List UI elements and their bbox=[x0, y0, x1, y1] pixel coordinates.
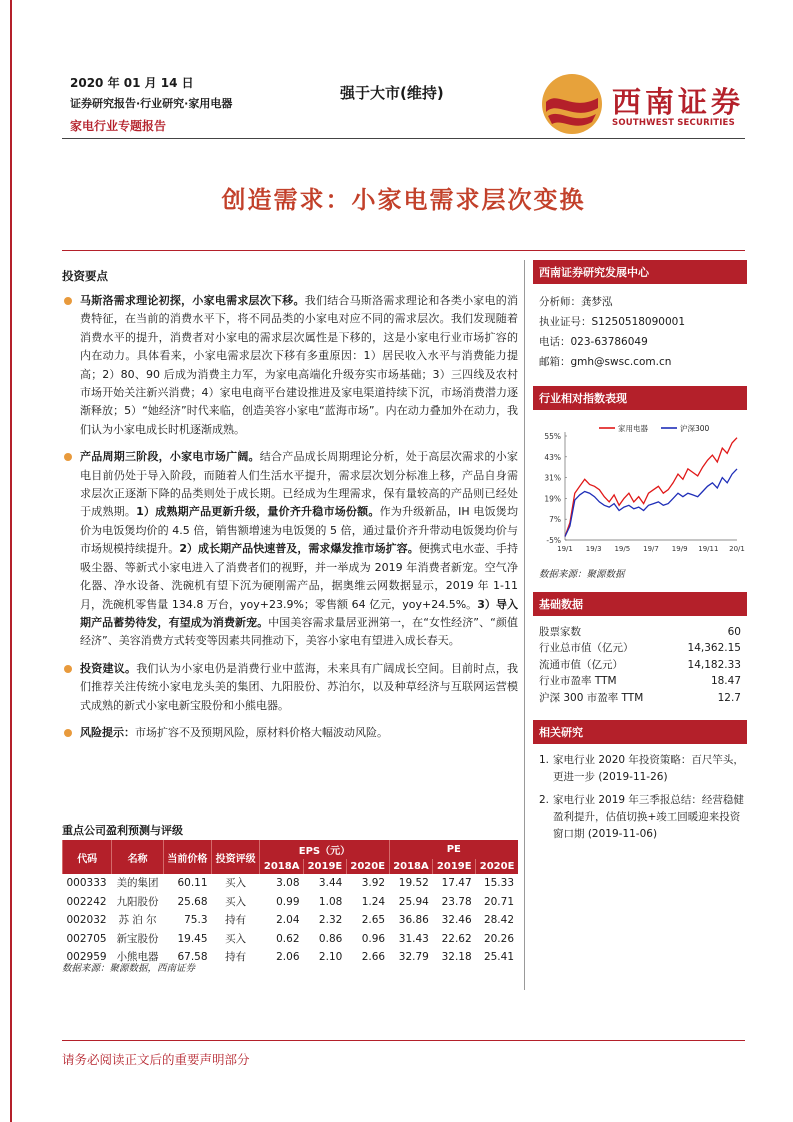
cell-price: 67.58 bbox=[177, 951, 208, 964]
related-item-number: 2. bbox=[539, 794, 550, 807]
col-pe-2020e: 2020E bbox=[476, 859, 518, 874]
summary-point-1 bbox=[62, 292, 518, 439]
industry-rating: 强于大市(维持) bbox=[340, 84, 444, 102]
x-tick-label: 19/5 bbox=[614, 545, 631, 553]
analyst-phone: 023-63786049 bbox=[570, 336, 648, 348]
header-divider bbox=[62, 138, 745, 139]
left-accent-bar bbox=[10, 0, 12, 1122]
analyst-phone-row bbox=[533, 332, 747, 352]
col-price: 当前价格 bbox=[163, 840, 211, 874]
page-title: 创造需求：小家电需求层次变换 bbox=[221, 185, 586, 214]
basics-key: 行业总市值（亿元） bbox=[539, 642, 634, 655]
cell-code: 002032 bbox=[66, 914, 107, 927]
cell-rating: 买入 bbox=[225, 932, 247, 945]
sidebar bbox=[533, 260, 747, 849]
series-line-1 bbox=[565, 469, 737, 537]
cell-name: 小熊电器 bbox=[116, 951, 159, 964]
bullet-dot-icon bbox=[64, 297, 72, 305]
table-row bbox=[63, 911, 519, 930]
basics-list bbox=[533, 624, 747, 706]
report-category: 证券研究报告·行业研究·家用电器 bbox=[70, 97, 233, 110]
analyst-email-label: 邮箱： bbox=[539, 356, 571, 368]
point-4-body: 市场扩容不及预期风险，原材料价格大幅波动风险。 bbox=[135, 725, 388, 739]
related-item-number: 1. bbox=[539, 754, 550, 767]
bullet-dot-icon bbox=[64, 665, 72, 673]
basics-row bbox=[533, 624, 747, 640]
cell-price: 75.3 bbox=[184, 914, 208, 927]
logo-name-en: SOUTHWEST SECURITIES bbox=[612, 118, 735, 128]
cell-p2: 22.62 bbox=[441, 932, 472, 945]
col-code: 代码 bbox=[63, 840, 112, 874]
analyst-phone-label: 电话： bbox=[539, 336, 571, 348]
col-name: 名称 bbox=[112, 840, 163, 874]
cell-e3: 2.66 bbox=[361, 951, 386, 964]
x-tick-label: 19/7 bbox=[643, 545, 659, 553]
basics-value: 14,182.33 bbox=[687, 658, 741, 671]
basics-key: 沪深 300 市盈率 TTM bbox=[539, 691, 644, 704]
cell-p3: 15.33 bbox=[483, 877, 514, 889]
cell-p2: 23.78 bbox=[441, 895, 472, 908]
point-2-sub2-lead: 2）成长期产品快速普及，需求爆发推市场扩容。 bbox=[179, 542, 419, 556]
forecast-table-title: 重点公司盈利预测与评级 bbox=[62, 824, 183, 837]
cell-p3: 25.41 bbox=[483, 951, 514, 964]
summary-label: 投资要点 bbox=[62, 269, 108, 283]
analyst-cert-row bbox=[533, 312, 747, 332]
cell-e3: 1.24 bbox=[361, 895, 386, 908]
cell-e3: 0.96 bbox=[361, 932, 386, 945]
analyst-name-row bbox=[533, 292, 747, 312]
y-tick-label: -5% bbox=[546, 536, 561, 545]
cell-p1: 36.86 bbox=[398, 914, 429, 927]
cell-code: 002705 bbox=[66, 932, 107, 945]
cell-p2: 17.47 bbox=[441, 877, 472, 889]
cell-p2: 32.46 bbox=[441, 914, 472, 927]
basics-key: 行业市盈率 TTM bbox=[539, 675, 617, 688]
analyst-name-label: 分析师： bbox=[539, 296, 581, 308]
point-3-lead: 投资建议。 bbox=[80, 661, 137, 675]
cell-e1: 2.04 bbox=[276, 914, 300, 927]
col-eps: EPS（元） bbox=[260, 840, 389, 859]
y-tick-label: 43% bbox=[544, 452, 561, 462]
y-tick-label: 19% bbox=[544, 494, 561, 504]
cell-rating: 买入 bbox=[225, 895, 247, 908]
y-tick-label: 55% bbox=[544, 432, 561, 441]
basics-section-header: 基础数据 bbox=[533, 592, 747, 616]
footer-disclaimer: 请务必阅读正文后的重要声明部分 bbox=[62, 1052, 250, 1067]
cell-e2: 1.08 bbox=[318, 895, 343, 908]
analyst-cert: S1250518090001 bbox=[591, 316, 686, 328]
y-tick-label: 7% bbox=[549, 515, 561, 525]
swsc-logo-icon bbox=[540, 72, 604, 136]
related-item-text: 家电行业 2020 年投资策略：百尺竿头，更进一步 (2019-11-26) bbox=[553, 754, 744, 784]
cell-rating: 持有 bbox=[225, 951, 247, 964]
cell-code: 000333 bbox=[66, 877, 107, 889]
basics-row bbox=[533, 640, 747, 656]
cell-e2: 2.10 bbox=[318, 951, 343, 964]
column-divider bbox=[524, 260, 525, 990]
basics-value: 14,362.15 bbox=[687, 642, 741, 655]
table-row bbox=[63, 930, 519, 949]
x-tick-label: 19/11 bbox=[698, 545, 719, 553]
col-eps-2019e: 2019E bbox=[304, 859, 347, 874]
col-rating: 投资评级 bbox=[212, 840, 260, 874]
basics-row bbox=[533, 673, 747, 689]
cell-name: 苏 泊 尔 bbox=[118, 914, 157, 927]
col-pe-2019e: 2019E bbox=[433, 859, 476, 874]
cell-name: 新宝股份 bbox=[116, 932, 159, 945]
chart-section-header: 行业相对指数表现 bbox=[533, 386, 747, 410]
cell-p3: 20.71 bbox=[483, 895, 514, 908]
cell-p1: 19.52 bbox=[398, 877, 429, 889]
forecast-table bbox=[62, 840, 518, 967]
logo-name-cn: 西南证券 bbox=[612, 85, 745, 119]
x-tick-label: 19/9 bbox=[671, 545, 688, 553]
cell-code: 002242 bbox=[66, 895, 107, 908]
related-item-text: 家电行业 2019 年三季报总结：经营稳健盈利提升，估值切换+竣工回暖迎来投资窗口期 (2019-11-06) bbox=[553, 794, 744, 841]
cell-p1: 25.94 bbox=[398, 895, 429, 908]
cell-e1: 0.62 bbox=[276, 932, 300, 945]
point-2-sub3-lead: 3）导入期产品蓄势待发，有望成为消费新宠。 bbox=[80, 597, 519, 629]
legend-label-1: 沪深300 bbox=[680, 424, 710, 433]
cell-e3: 3.92 bbox=[361, 877, 386, 889]
col-pe-2018a: 2018A bbox=[389, 859, 433, 874]
point-1-lead: 马斯洛需求理论初探，小家电需求层次下移。 bbox=[80, 294, 305, 307]
table-row bbox=[63, 893, 519, 912]
legend-label-0: 家用电器 bbox=[618, 424, 648, 433]
forecast-source: 数据来源：聚源数据，西南证券 bbox=[62, 963, 196, 974]
related-research-item[interactable] bbox=[539, 792, 747, 843]
analyst-email[interactable]: gmh@swsc.com.cn bbox=[570, 356, 672, 368]
x-tick-label: 19/3 bbox=[585, 545, 602, 553]
title-divider bbox=[62, 250, 745, 251]
basics-value: 60 bbox=[727, 626, 741, 638]
y-tick-label: 31% bbox=[544, 473, 561, 483]
cell-rating: 持有 bbox=[225, 914, 247, 927]
chart-source: 数据来源：聚源数据 bbox=[539, 569, 625, 580]
cell-p3: 28.42 bbox=[483, 914, 514, 927]
report-type: 家电行业专题报告 bbox=[70, 119, 167, 133]
basics-row bbox=[533, 657, 747, 673]
point-4-lead: 风险提示： bbox=[80, 725, 135, 739]
bullet-dot-icon bbox=[64, 453, 72, 461]
point-2-sub2-body: 便携式电水壶、手持吸尘器、等新式小家电进入了消费者们的视野，并一举成为 2019 年消费者新宠。空气净化器、净水设备、洗碗机有望下沉为硬刚需产品，据奥维云网数据显示，2019 年 1-11 月，洗碗机零售量 134.8 万台，yoy+23.9%；零售额 64 亿元，yoy+24.5%。 bbox=[80, 542, 519, 611]
investment-summary bbox=[62, 268, 518, 751]
cell-name: 九阳股份 bbox=[116, 895, 159, 908]
point-2-sub3-body: 中国美容需求量居亚洲第一，在“女性经济”、“颜值经济”、美容消费方式转变等因素共同推动下，美容小家电有望进入成长春天。 bbox=[80, 615, 518, 648]
analyst-email-row bbox=[533, 352, 747, 372]
related-section-header: 相关研究 bbox=[533, 720, 747, 744]
analyst-name: 龚梦泓 bbox=[581, 296, 613, 308]
analyst-cert-label: 执业证号： bbox=[539, 316, 592, 328]
summary-point-3 bbox=[62, 660, 518, 715]
analyst-section-header: 西南证券研究发展中心 bbox=[533, 260, 747, 284]
cell-p1: 31.43 bbox=[398, 932, 429, 945]
forecast-table-body bbox=[63, 874, 519, 967]
cell-code: 002959 bbox=[66, 951, 107, 964]
cell-rating: 买入 bbox=[225, 877, 247, 889]
point-1-body: 我们结合马斯洛需求理论和各类小家电的消费特征，在当前的消费水平下，将不同品类的小家电对应不同的需求层次。我们发现随着消费水平的提升，消费者对小家电的需求层次属性是下移的，这是小家电行业市场扩容的内在动力。具体看来，小家电需求层次下移有多重原因：1）居民收入水平与消费能力提高；2）80、90 后成为消费主力军，为家电高端化升级夯实市场基础；3）三四线及农村市场开始关注新兴消费；4）家电电商平台建设推进及家电渠道持续下沉，市场消费潜力逐渐释放；5）“她经济”时代来临，创造美容小家电“蓝海市场”。内在动力叠加外在动力，我们认为小家电成长时机逐渐成熟。 bbox=[80, 294, 519, 436]
basics-value: 18.47 bbox=[710, 675, 741, 688]
cell-p3: 20.26 bbox=[483, 932, 514, 945]
point-3-body: 我们认为小家电仍是消费行业中蓝海，未来具有广阔成长空间。目前时点，我们推荐关注传统小家电龙头美的集团、九阳股份、苏泊尔，以及种草经济与互联网运营模式成熟的新式小家电新宝股份和小熊电器。 bbox=[80, 661, 519, 712]
cell-name: 美的集团 bbox=[116, 877, 159, 889]
cell-e2: 3.44 bbox=[318, 877, 343, 889]
cell-price: 60.11 bbox=[177, 877, 208, 889]
cell-e2: 0.86 bbox=[318, 932, 343, 945]
report-date: 2020 年 01 月 14 日 bbox=[70, 76, 194, 90]
relative-index-chart bbox=[533, 420, 747, 560]
summary-point-4 bbox=[62, 724, 518, 742]
table-row bbox=[63, 874, 519, 893]
point-2-sub1-body: 作为升级新品，IH 电饭煲均价为电饭煲均价的 4.5 倍，销售额增速为电饭煲的 5 倍，通过量价齐升带动电饭煲均价与市场规模持续提升。 bbox=[80, 505, 519, 556]
cell-price: 19.45 bbox=[177, 932, 208, 945]
related-research-list bbox=[533, 752, 747, 843]
cell-e1: 0.99 bbox=[276, 895, 300, 908]
x-tick-label: 19/1 bbox=[557, 545, 573, 553]
cell-p2: 32.18 bbox=[441, 951, 472, 964]
footer-divider bbox=[62, 1040, 745, 1041]
cell-e1: 3.08 bbox=[276, 877, 300, 889]
series-line-0 bbox=[565, 438, 737, 537]
col-eps-2020e: 2020E bbox=[346, 859, 389, 874]
col-pe: PE bbox=[389, 840, 518, 859]
cell-e1: 2.06 bbox=[276, 951, 300, 964]
col-eps-2018a: 2018A bbox=[260, 859, 304, 874]
basics-key: 股票家数 bbox=[539, 626, 581, 638]
basics-value: 12.7 bbox=[717, 691, 741, 704]
x-tick-label: 20/1 bbox=[729, 545, 745, 553]
cell-p1: 32.79 bbox=[398, 951, 429, 964]
bullet-dot-icon bbox=[64, 729, 72, 737]
related-research-item[interactable] bbox=[539, 752, 747, 786]
cell-e2: 2.32 bbox=[318, 914, 343, 927]
basics-row bbox=[533, 690, 747, 706]
point-2-lead: 产品周期三阶段，小家电市场广阔。 bbox=[80, 450, 260, 464]
point-2-sub1-lead: 1）成熟期产品更新升级，量价齐升稳市场份额。 bbox=[136, 505, 380, 519]
point-2-body: 结合产品成长周期理论分析，处于高层次需求的小家电目前仍处于导入阶段，而随着人们生活水平提升，需求层次划分标准上移，产品自身需求层次正逐渐下降的品类则处于成长期。已经成为生理需求，保有量较高的产品则已经处于成熟期。 bbox=[80, 450, 519, 519]
summary-point-2 bbox=[62, 448, 518, 650]
basics-key: 流通市值（亿元） bbox=[539, 658, 623, 671]
cell-price: 25.68 bbox=[177, 895, 208, 908]
cell-e3: 2.65 bbox=[361, 914, 386, 927]
